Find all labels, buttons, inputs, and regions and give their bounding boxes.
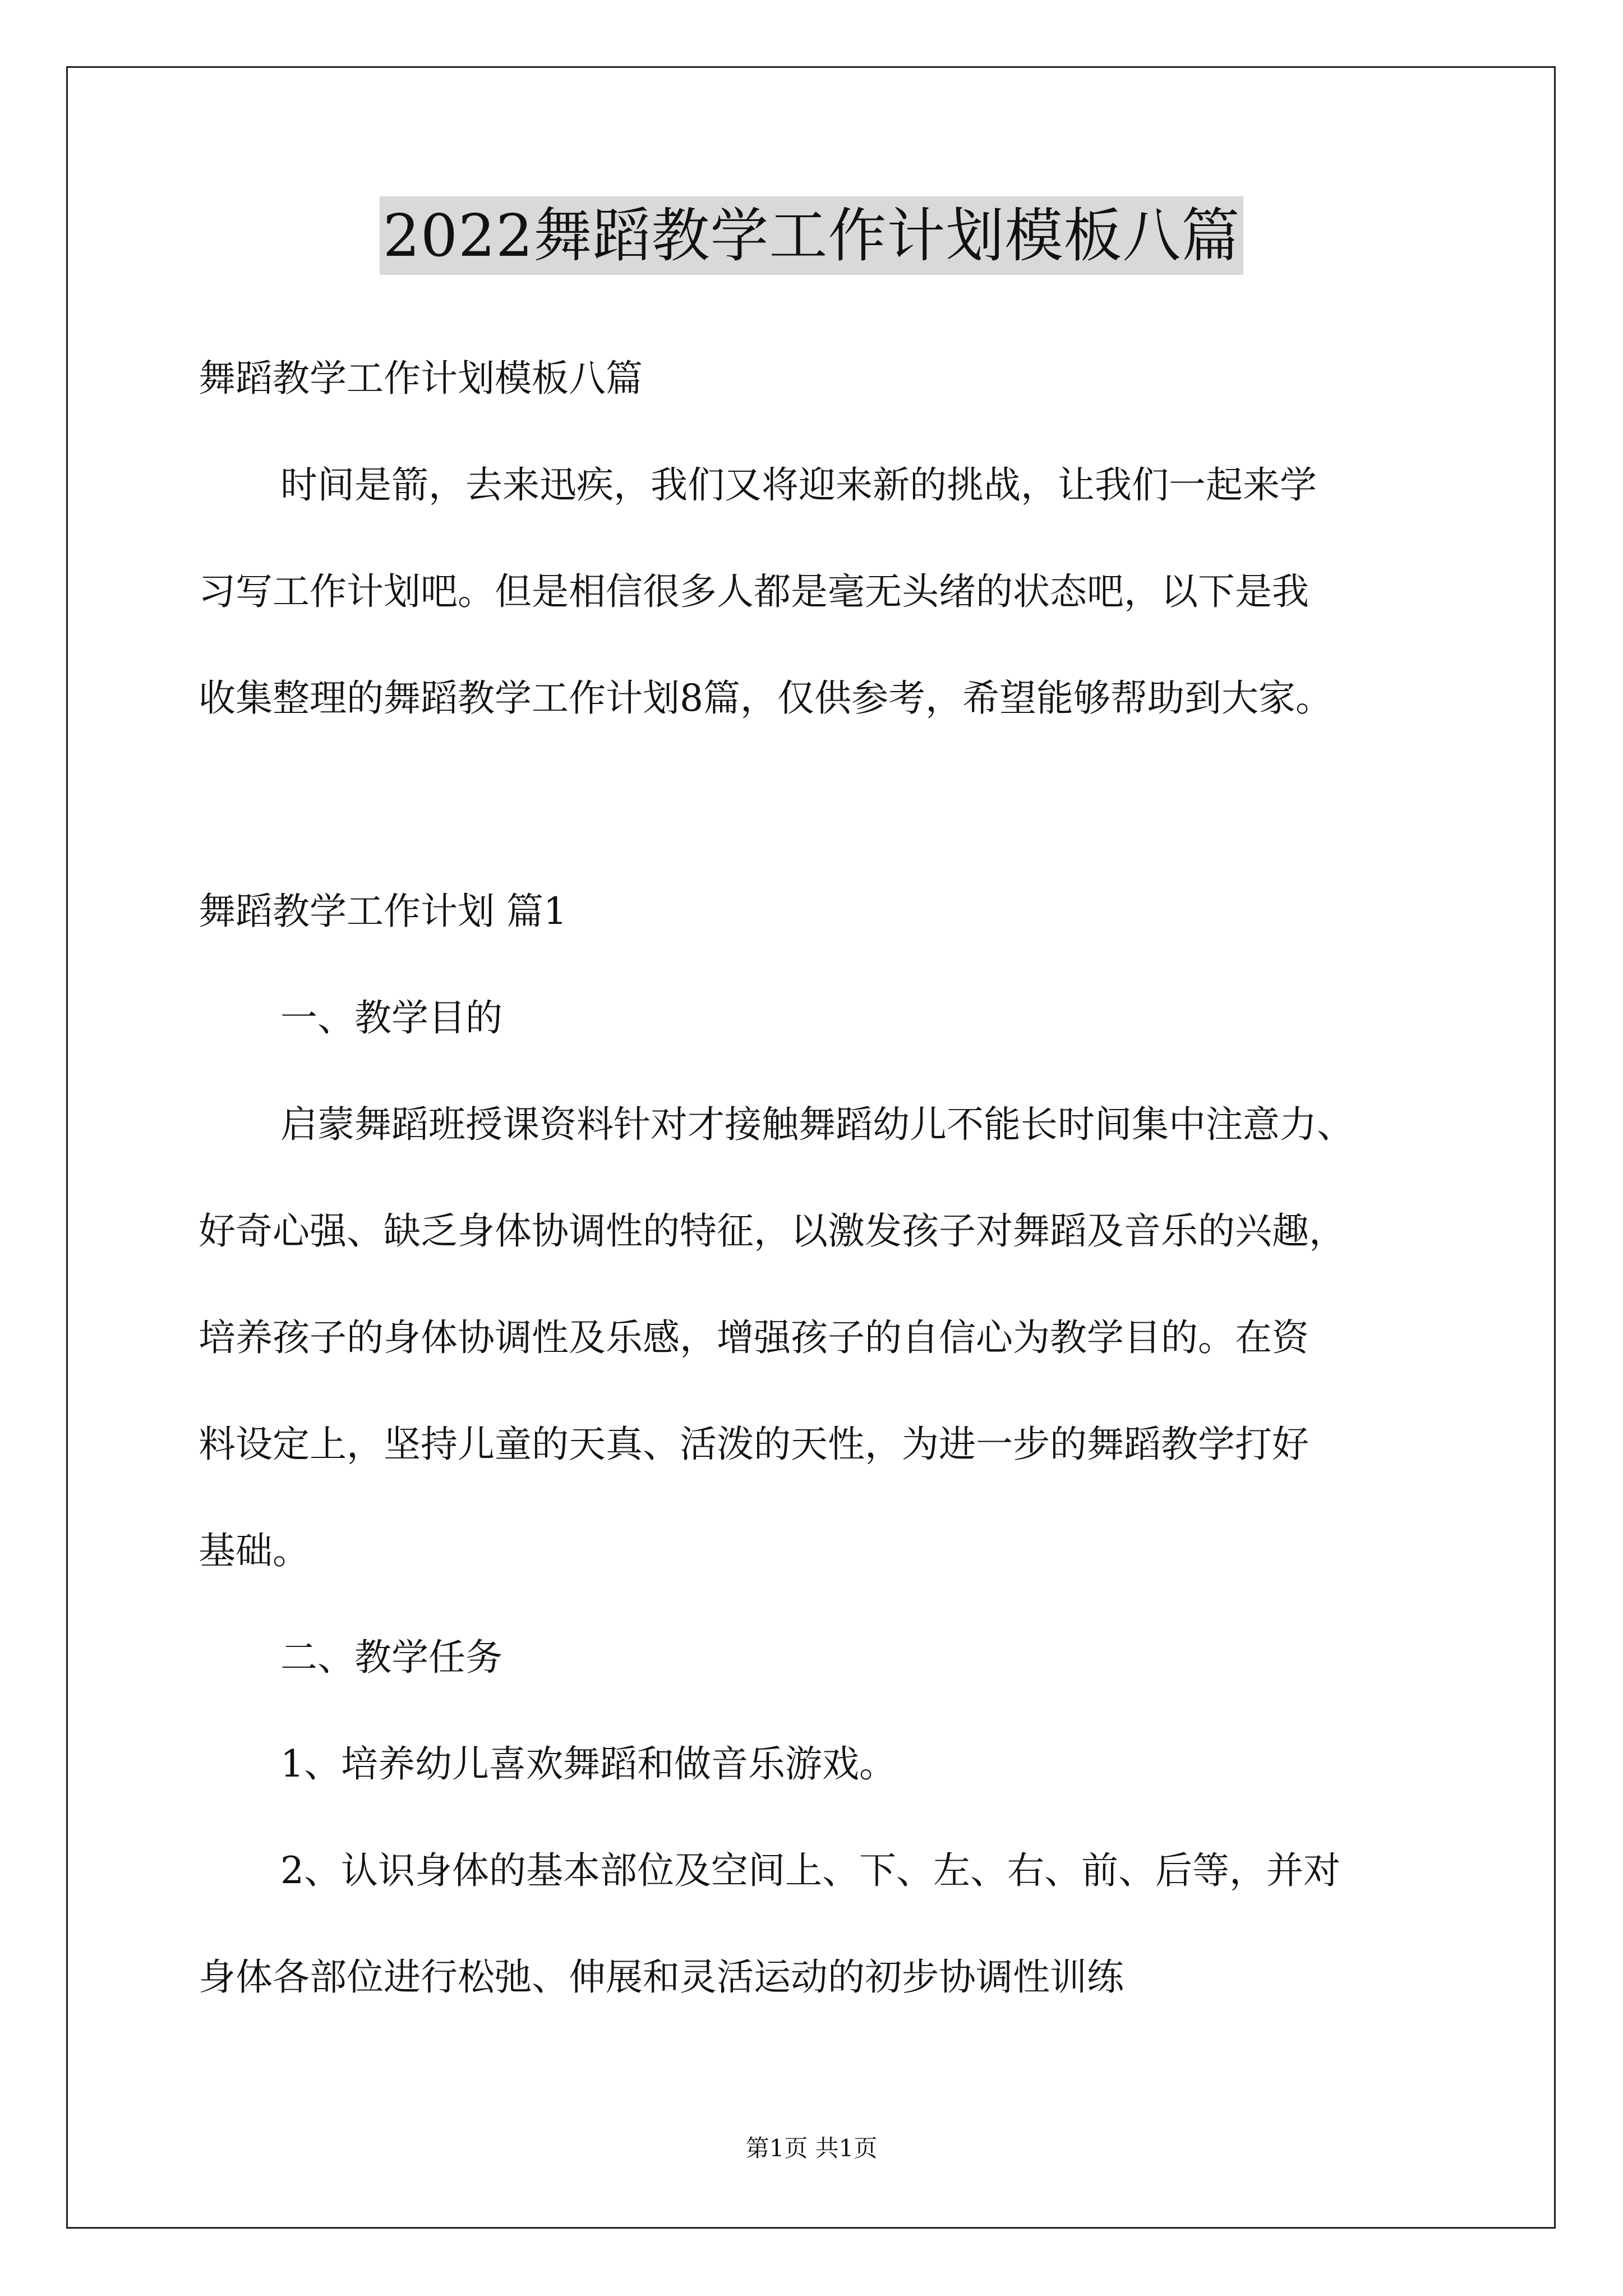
intro-line-3: 收集整理的舞蹈教学工作计划8篇，仅供参考，希望能够帮助到大家。	[199, 677, 1332, 720]
document-title: 2022舞蹈教学工作计划模板八篇	[380, 196, 1244, 275]
intro-line-1: 时间是箭，去来迅疾，我们又将迎来新的挑战，让我们一起来学	[280, 463, 1317, 507]
task-item-1: 1、培养幼儿喜欢舞蹈和做音乐游戏。	[280, 1742, 896, 1786]
task-item-2-line-2: 身体各部位进行松弛、伸展和灵活运动的初步协调性训练	[199, 1955, 1124, 1999]
task-item-2-line-1: 2、认识身体的基本部位及空间上、下、左、右、前、后等，并对	[280, 1849, 1340, 1892]
page-footer: 第1页 共1页	[745, 2134, 878, 2162]
paragraph-line-5: 基础。	[199, 1529, 310, 1572]
subtitle-line: 舞蹈教学工作计划模板八篇	[199, 357, 643, 400]
intro-line-2: 习写工作计划吧。但是相信很多人都是毫无头绪的状态吧，以下是我	[199, 570, 1309, 613]
heading-tasks: 二、教学任务	[280, 1636, 502, 1679]
section-heading: 舞蹈教学工作计划 篇1	[199, 890, 567, 933]
paragraph-line-3: 培养孩子的身体协调性及乐感，增强孩子的自信心为教学目的。在资	[199, 1316, 1309, 1359]
paragraph-line-4: 料设定上，坚持儿童的天真、活泼的天性，为进一步的舞蹈教学打好	[199, 1423, 1309, 1466]
paragraph-line-2: 好奇心强、缺乏身体协调性的特征，以激发孩子对舞蹈及音乐的兴趣，	[199, 1209, 1346, 1253]
title-container	[0, 196, 1623, 275]
heading-purpose: 一、教学目的	[280, 996, 502, 1039]
paragraph-line-1: 启蒙舞蹈班授课资料针对才接触舞蹈幼儿不能长时间集中注意力、	[280, 1103, 1354, 1146]
